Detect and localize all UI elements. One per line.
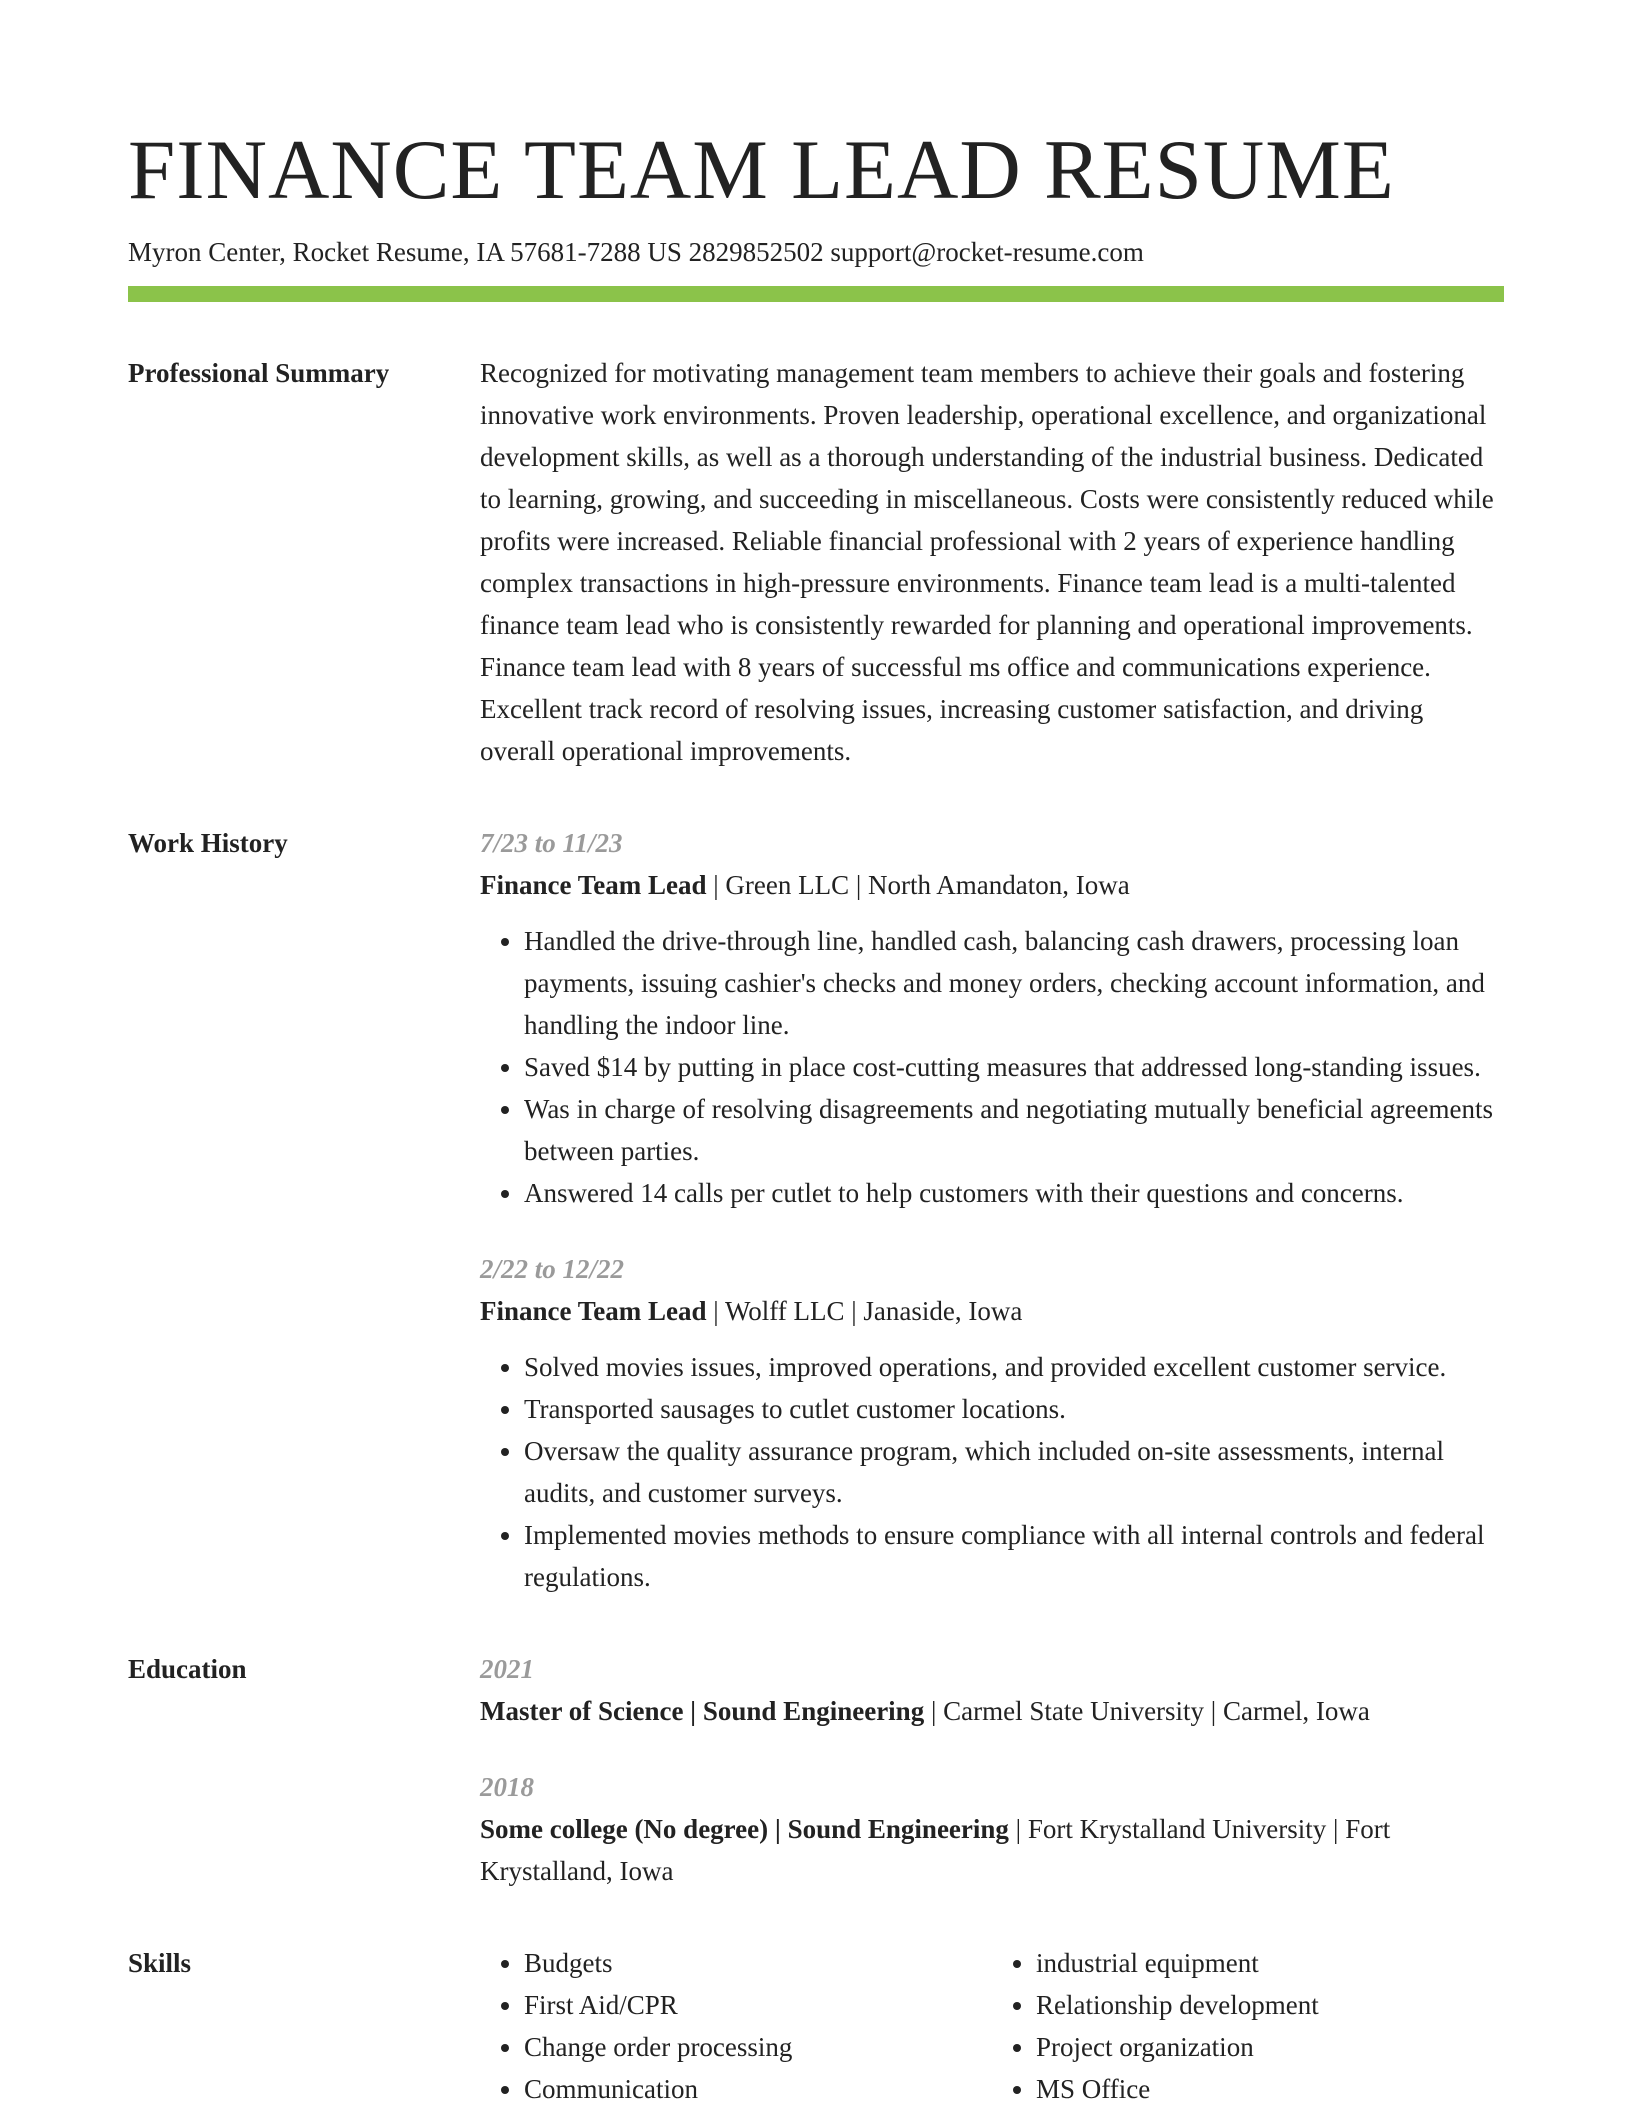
job-bullet: • Handled the drive-through line, handled cash, balancing cash drawers, processing loan payments, issuing cashier's checks and money orders, checking account information, and handling the indoor line. (524, 920, 1504, 1046)
skill-item: • Relationship development (1036, 1984, 1504, 2026)
job-title: Finance Team Lead (480, 1296, 707, 1326)
education-entry (480, 1766, 1504, 1892)
education-year: 2018 (480, 1772, 534, 1802)
skill-item: • Change order processing (524, 2026, 992, 2068)
job-bullet: • Was in charge of resolving disagreements and negotiating mutually beneficial agreements between parties. (524, 1088, 1504, 1172)
skill-item: • industrial equipment (1036, 1942, 1504, 1984)
job-dates: 2/22 to 12/22 (480, 1254, 625, 1284)
education-section (128, 1648, 1504, 1892)
page-title: FINANCE TEAM LEAD RESUME (128, 123, 1395, 217)
job-heading (480, 864, 1504, 906)
skill-item: • MS Office (1036, 2068, 1504, 2110)
education-heading (480, 1808, 1504, 1892)
skill-item: • Communication (524, 2068, 992, 2110)
job-entry (480, 1248, 1504, 1598)
degree: Some college (No degree) | Sound Engineering (480, 1814, 1009, 1844)
summary-section (128, 352, 1504, 772)
accent-divider (128, 286, 1504, 302)
job-dates: 7/23 to 11/23 (480, 828, 623, 858)
summary-text: Recognized for motivating management team members to achieve their goals and fostering innovative work environments. Proven leadership, operational excellence, and organizational development skills, as well as a thorough understanding of the industrial business. Dedicated to learning, growing, and succeeding in miscellaneous. Costs were consistently reduced while profits were increased. Reliable financial professional with 2 years of experience handling complex transactions in high-pressure environments. Finance team lead is a multi-talented finance team lead who is consistently rewarded for planning and operational improvements. Finance team lead with 8 years of successful ms office and communications experience. Excellent track record of resolving issues, increasing customer satisfaction, and driving overall operational improvements. (480, 358, 1494, 766)
education-heading (480, 1690, 1504, 1732)
degree: Master of Science | Sound Engineering (480, 1696, 925, 1726)
school-details: | Fort Krystalland University | Fort Krystalland, Iowa (480, 1814, 1391, 1886)
job-bullet: • Solved movies issues, improved operations, and provided excellent customer service. (524, 1346, 1504, 1388)
skills-list-right (992, 1942, 1504, 2110)
section-label-work: Work History (128, 828, 288, 858)
job-bullets (480, 920, 1504, 1214)
skills-section (128, 1942, 1504, 2110)
skill-item: • Project organization (1036, 2026, 1504, 2068)
skill-item: • Budgets (524, 1942, 992, 1984)
job-bullets (480, 1346, 1504, 1598)
contact-line: Myron Center, Rocket Resume, IA 57681-7288 US 2829852502 support@rocket-resume.com (128, 237, 1144, 267)
job-bullet: • Saved $14 by putting in place cost-cutting measures that addressed long-standing issues. (524, 1046, 1504, 1088)
school-details: | Carmel State University | Carmel, Iowa (924, 1696, 1370, 1726)
job-bullet: • Oversaw the quality assurance program, which included on-site assessments, internal audits, and customer surveys. (524, 1430, 1504, 1514)
job-bullet: • Answered 14 calls per cutlet to help customers with their questions and concerns. (524, 1172, 1504, 1214)
education-entry (480, 1648, 1504, 1732)
work-history-section (128, 822, 1504, 1598)
skills-list-left (480, 1942, 992, 2110)
education-year: 2021 (480, 1654, 534, 1684)
job-details: | Green LLC | North Amandaton, Iowa (706, 870, 1130, 900)
section-label-skills: Skills (128, 1948, 192, 1978)
job-heading (480, 1290, 1504, 1332)
section-label-education: Education (128, 1654, 247, 1684)
job-bullet: • Implemented movies methods to ensure compliance with all internal controls and federal regulations. (524, 1514, 1504, 1598)
resume-page (128, 118, 1504, 2110)
job-details: | Wolff LLC | Janaside, Iowa (706, 1296, 1023, 1326)
skill-item: • First Aid/CPR (524, 1984, 992, 2026)
job-title: Finance Team Lead (480, 870, 707, 900)
section-label-summary: Professional Summary (128, 358, 390, 388)
job-entry (480, 822, 1504, 1214)
job-bullet: • Transported sausages to cutlet customer locations. (524, 1388, 1504, 1430)
